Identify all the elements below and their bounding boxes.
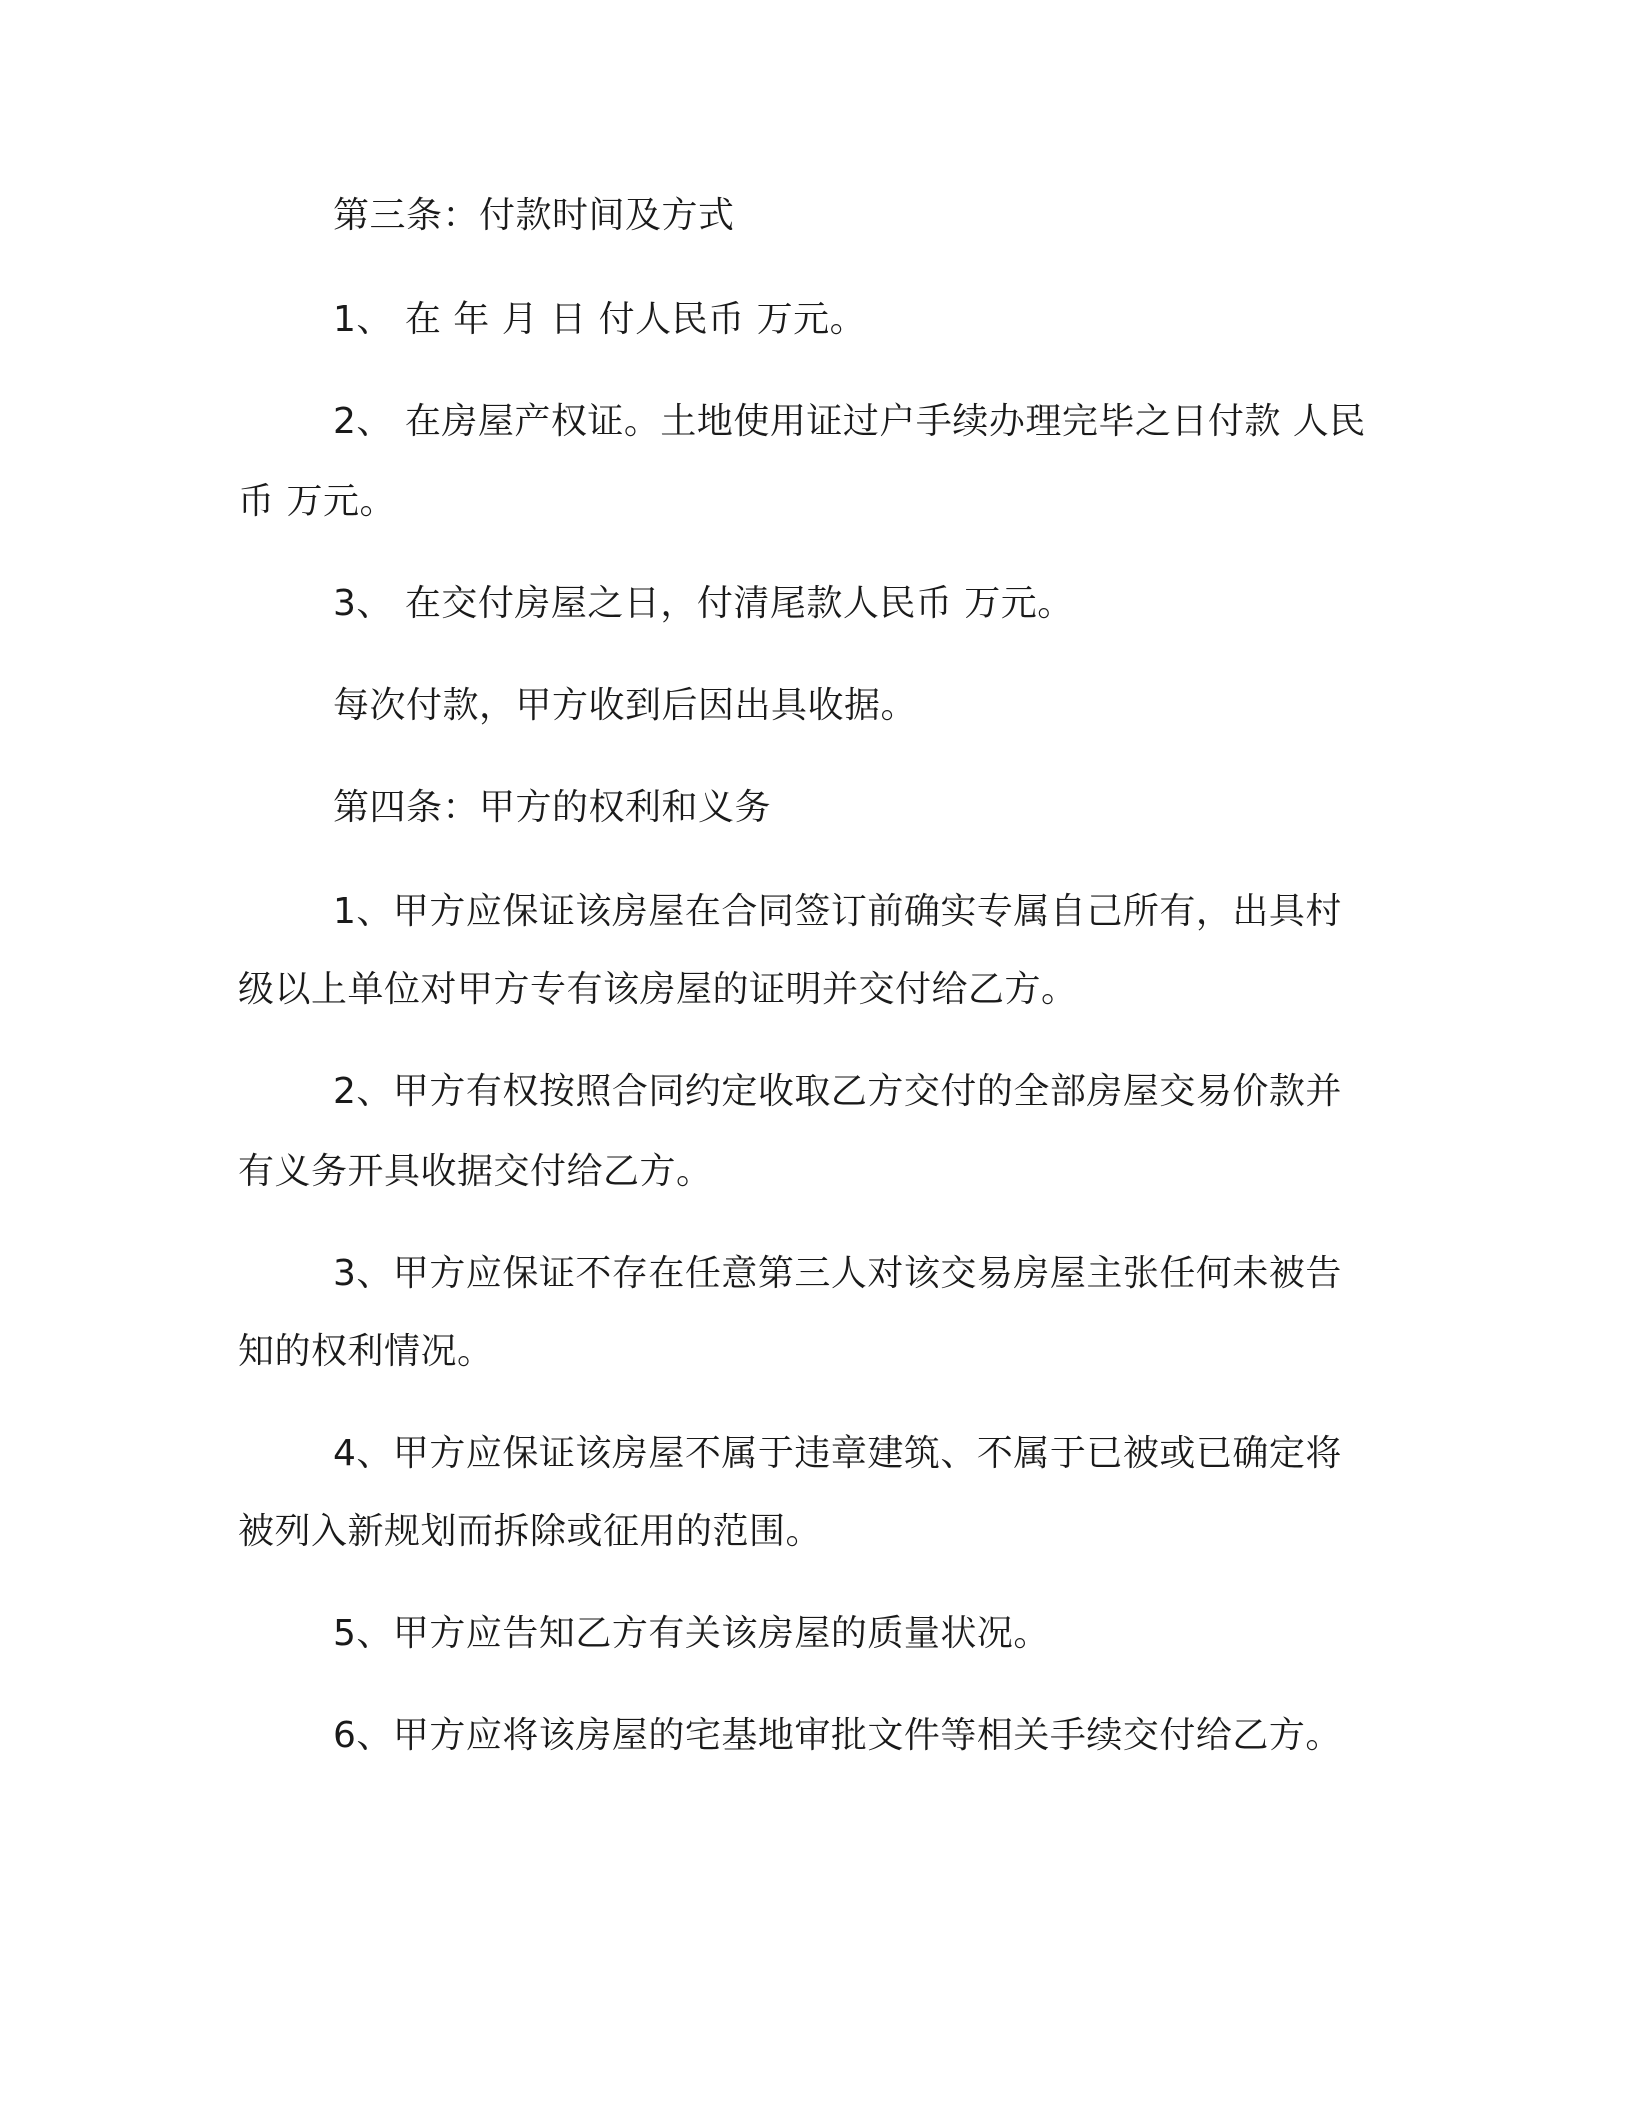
- clause-4-6-line-1: 6、甲方应将该房屋的宅基地审批文件等相关手续交付给乙方。: [333, 1715, 1342, 1756]
- clause-3-note-line-1: 每次付款，甲方收到后因出具收据。: [333, 685, 918, 726]
- clause-4-1-line-1: 1、甲方应保证该房屋在合同签订前确实专属自己所有，出具村: [333, 891, 1342, 932]
- clause-3-1-line-1: 1、 在 年 月 日 付人民币 万元。: [333, 299, 867, 340]
- section-heading-4: 第四条：甲方的权利和义务: [333, 787, 772, 828]
- clause-4-3-line-1: 3、甲方应保证不存在任意第三人对该交易房屋主张任何未被告: [333, 1253, 1342, 1294]
- section-heading-3: 第三条：付款时间及方式: [333, 195, 735, 236]
- clause-4-4-line-1: 4、甲方应保证该房屋不属于违章建筑、不属于已被或已确定将: [333, 1433, 1342, 1474]
- clause-3-2-line-1: 2、 在房屋产权证。土地使用证过户手续办理完毕之日付款 人民: [333, 401, 1366, 442]
- clause-4-5-line-1: 5、甲方应告知乙方有关该房屋的质量状况。: [333, 1613, 1050, 1654]
- clause-3-2-line-2: 币 万元。: [238, 481, 396, 522]
- clause-3-3-line-1: 3、 在交付房屋之日，付清尾款人民币 万元。: [333, 583, 1074, 624]
- clause-4-1-line-2: 级以上单位对甲方专有该房屋的证明并交付给乙方。: [238, 969, 1078, 1010]
- clause-4-2-line-1: 2、甲方有权按照合同约定收取乙方交付的全部房屋交易价款并: [333, 1071, 1342, 1112]
- clause-4-4-line-2: 被列入新规划而拆除或征用的范围。: [238, 1511, 823, 1552]
- clause-4-3-line-2: 知的权利情况。: [238, 1331, 494, 1372]
- clause-4-2-line-2: 有义务开具收据交付给乙方。: [238, 1151, 713, 1192]
